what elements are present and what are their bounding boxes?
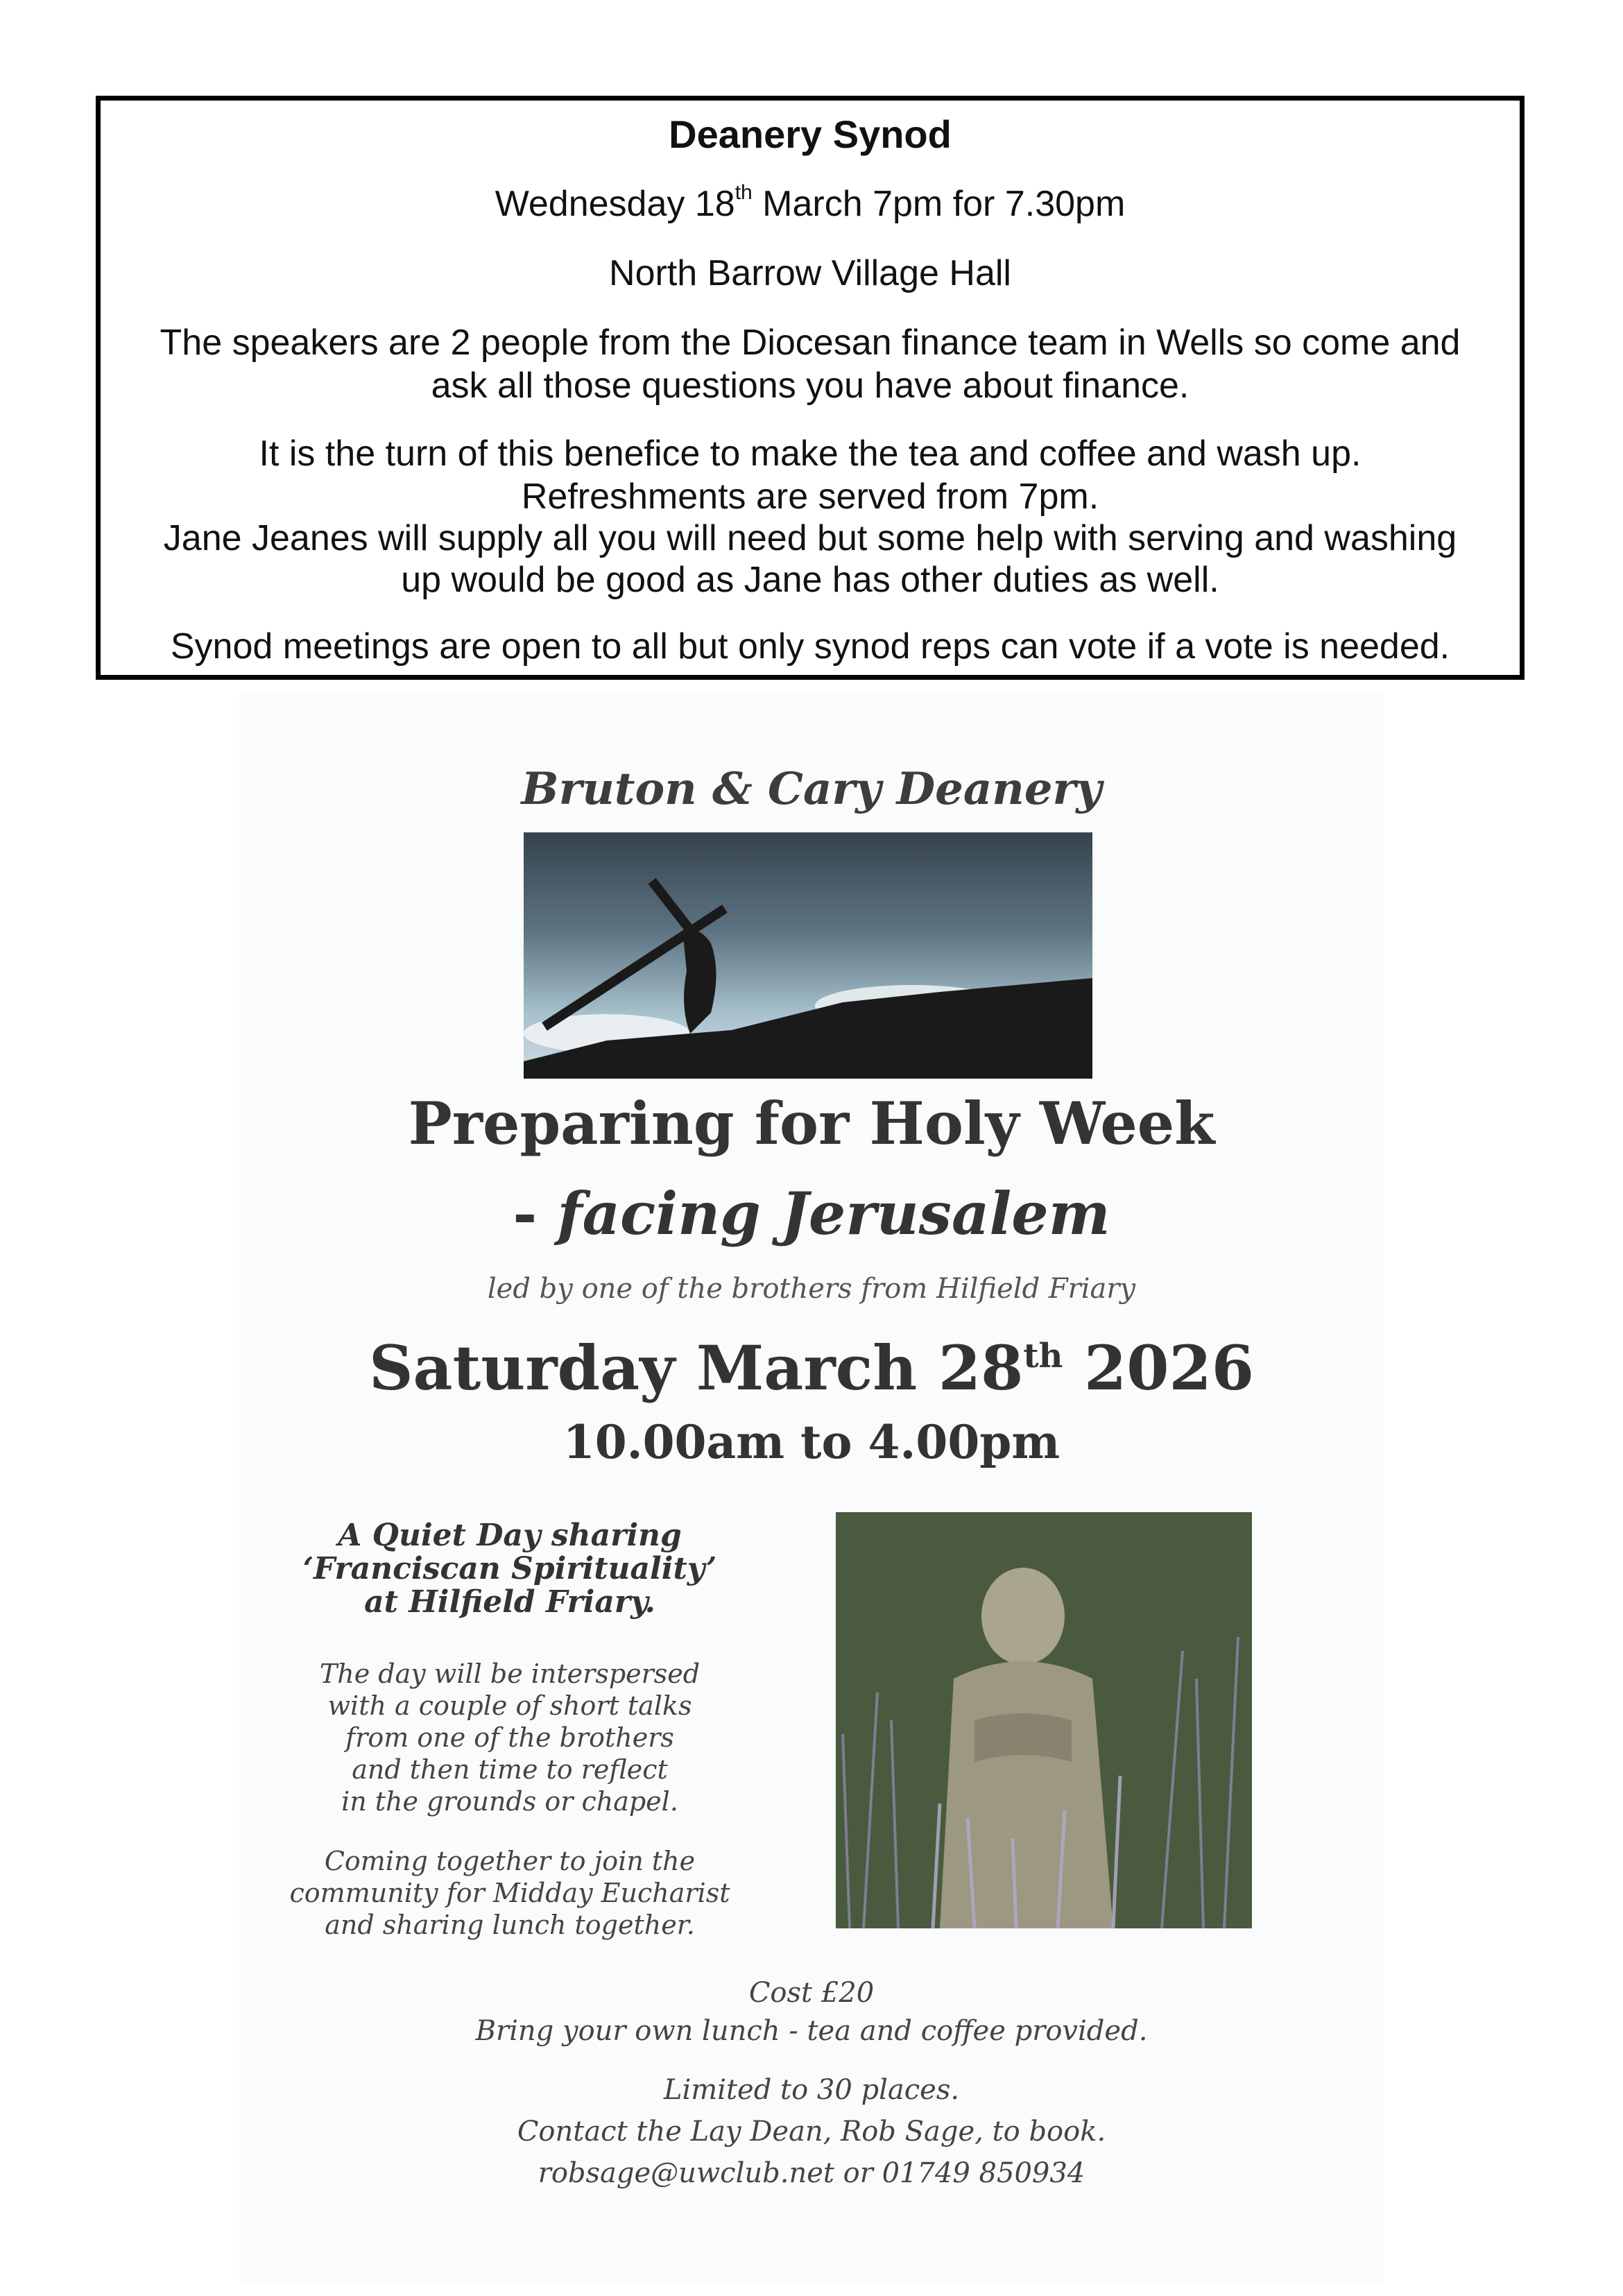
event-time: 10.00am to 4.00pm (563, 1415, 1060, 1469)
synod-tea-line-2: Refreshments are served from 7pm. (521, 477, 1099, 517)
event-title: Preparing for Holy Week (408, 1089, 1215, 1158)
event-subtitle: - facing Jerusalem (513, 1179, 1110, 1248)
synod-speakers-line-1: The speakers are 2 people from the Diocesan finance team in Wells so come and (160, 323, 1461, 363)
event-date: Saturday March 28th 2026 (369, 1332, 1254, 1404)
statue-icon (836, 1512, 1252, 1928)
synod-tea-line-1: It is the turn of this benefice to make the tea and coffee and wash up. (259, 434, 1362, 474)
eucharist-description: Coming together to join the community for Midday Eucharist and sharing lunch together. (289, 1846, 730, 1940)
cross-silhouette-icon (524, 832, 1092, 1079)
contact-email-phone: robsage@uwclub.net or 01749 850934 (538, 2157, 1085, 2189)
places-limit: Limited to 30 places. (663, 2074, 960, 2106)
synod-date: Wednesday 18th March 7pm for 7.30pm (495, 181, 1126, 224)
lunch-note: Bring your own lunch - tea and coffee provided. (475, 2015, 1148, 2047)
quiet-day-heading: A Quiet Day sharing ‘Franciscan Spirituality’ at Hilfield Friary. (302, 1518, 717, 1620)
synod-title: Deanery Synod (669, 112, 952, 156)
synod-open-note: Synod meetings are open to all but only synod reps can vote if a vote is needed. (170, 626, 1450, 667)
quiet-day-flyer (239, 694, 1384, 2282)
deanery-synod-notice (96, 96, 1525, 680)
cost: Cost £20 (748, 1977, 875, 2009)
led-by: led by one of the brothers from Hilfield Friary (487, 1273, 1136, 1305)
cross-silhouette-image (524, 832, 1092, 1079)
synod-speakers-line-2: ask all those questions you have about finance. (431, 366, 1190, 406)
contact-line: Contact the Lay Dean, Rob Sage, to book. (517, 2116, 1106, 2148)
deanery-heading: Bruton & Cary Deanery (521, 763, 1102, 815)
synod-tea-line-3: Jane Jeanes will supply all you will need but some help with serving and washing (163, 518, 1457, 558)
st-francis-statue-image (836, 1512, 1252, 1928)
synod-venue: North Barrow Village Hall (609, 253, 1011, 293)
synod-tea-line-4: up would be good as Jane has other duties as well. (401, 560, 1219, 600)
day-description: The day will be interspersed with a couple of short talks from one of the brothers and then time to reflect in the grounds or chapel. (319, 1659, 701, 1817)
